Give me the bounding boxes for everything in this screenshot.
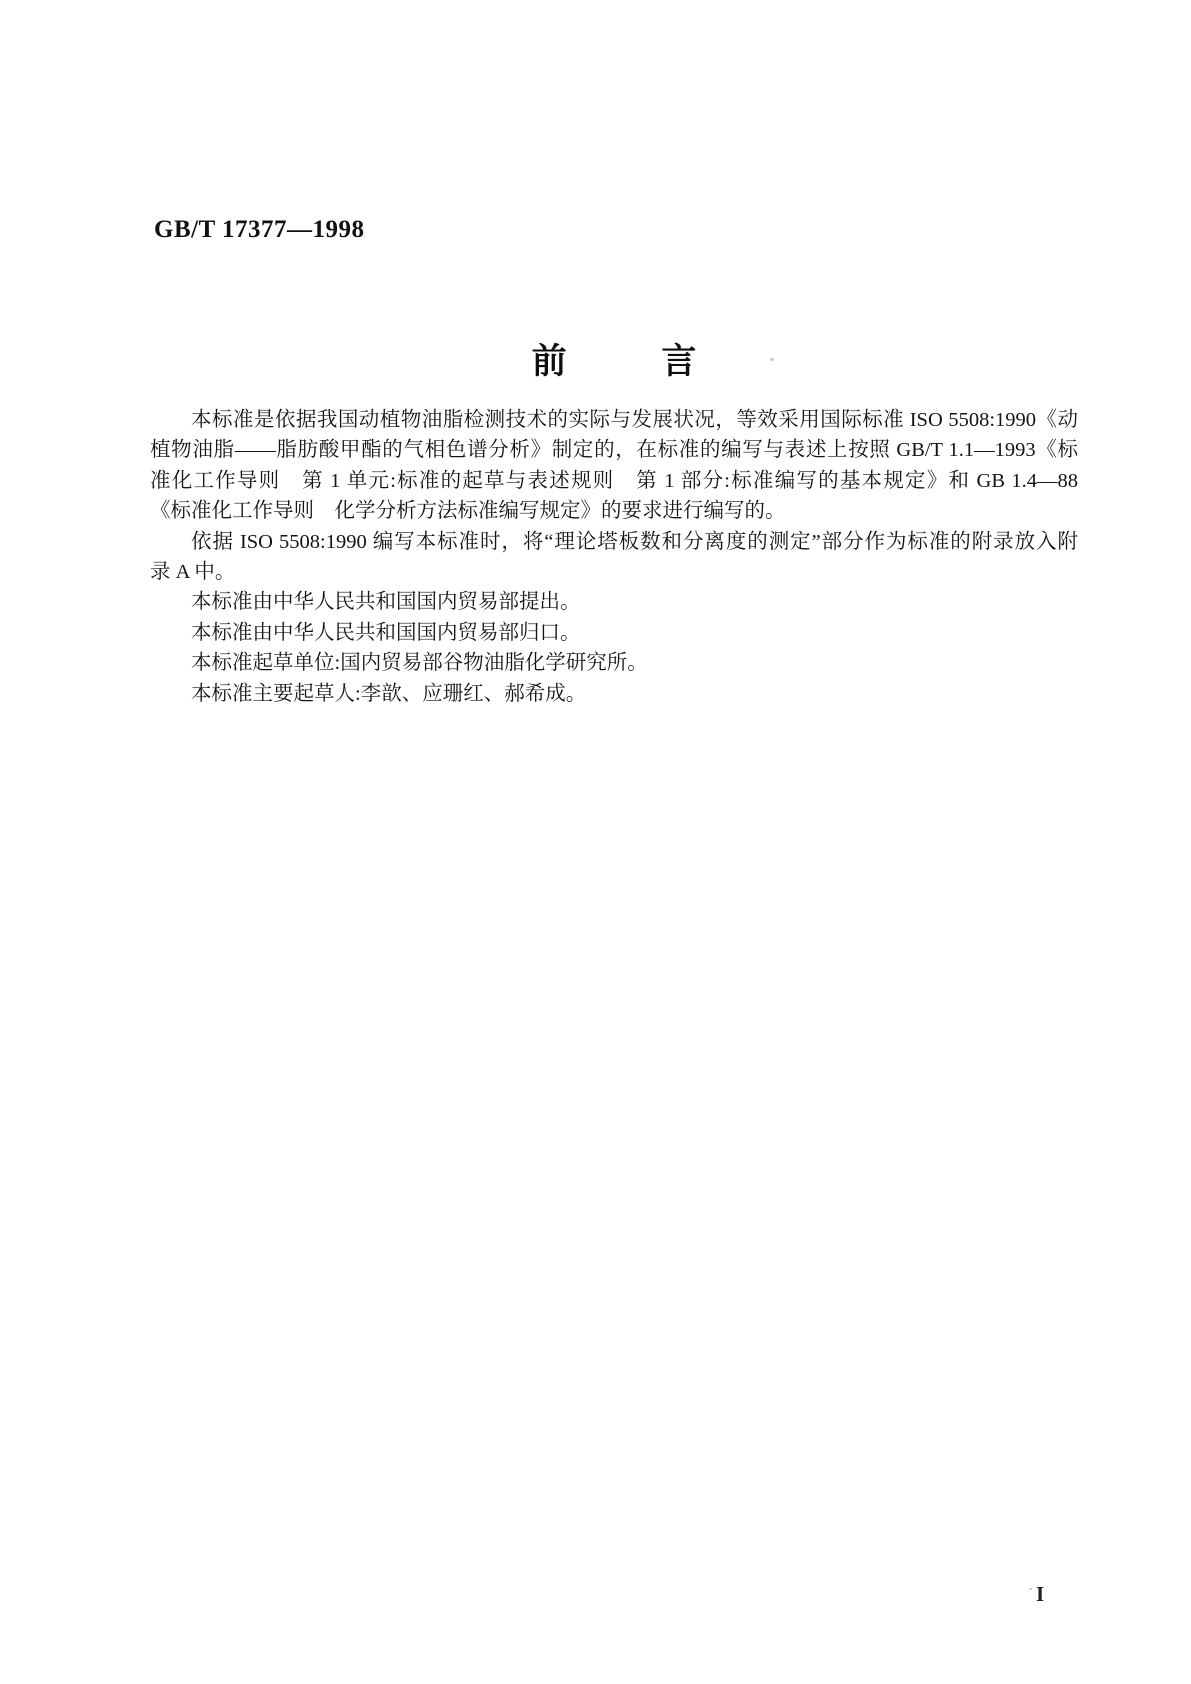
foreword-body xyxy=(150,405,1078,709)
standard-number-header: GB/T 17377—1998 xyxy=(154,216,365,243)
foreword-title: 前 言 xyxy=(531,342,697,381)
body-text-line: 准化工作导则 第 1 单元:标准的起草与表述规则 第 1 部分:标准编写的基本规定》和 GB 1.4—88 xyxy=(150,469,1078,492)
scan-speck xyxy=(1029,1588,1032,1590)
body-text-line: 本标准由中华人民共和国国内贸易部提出。 xyxy=(191,591,581,614)
body-text-line: 本标准起草单位:国内贸易部谷物油脂化学研究所。 xyxy=(191,652,648,675)
scan-speck xyxy=(770,358,774,361)
body-text-line: 本标准主要起草人:李歆、应珊红、郝希成。 xyxy=(191,682,587,705)
body-text-line: 依据 ISO 5508:1990 编写本标准时，将“理论塔板数和分离度的测定”部分作为标准的附录放入附 xyxy=(191,530,1078,553)
body-text-line: 植物油脂——脂肪酸甲酯的气相色谱分析》制定的，在标准的编写与表述上按照 GB/T 1.1—1993《标 xyxy=(150,439,1078,462)
body-text-line: 本标准是依据我国动植物油脂检测技术的实际与发展状况，等效采用国际标准 ISO 5508:1990《动 xyxy=(191,409,1078,431)
body-text-line: 录 A 中。 xyxy=(150,560,236,583)
page-number: I xyxy=(1036,1582,1045,1606)
body-text-line: 本标准由中华人民共和国国内贸易部归口。 xyxy=(191,621,581,644)
body-text-line: 《标准化工作导则 化学分析方法标准编写规定》的要求进行编写的。 xyxy=(150,500,786,523)
